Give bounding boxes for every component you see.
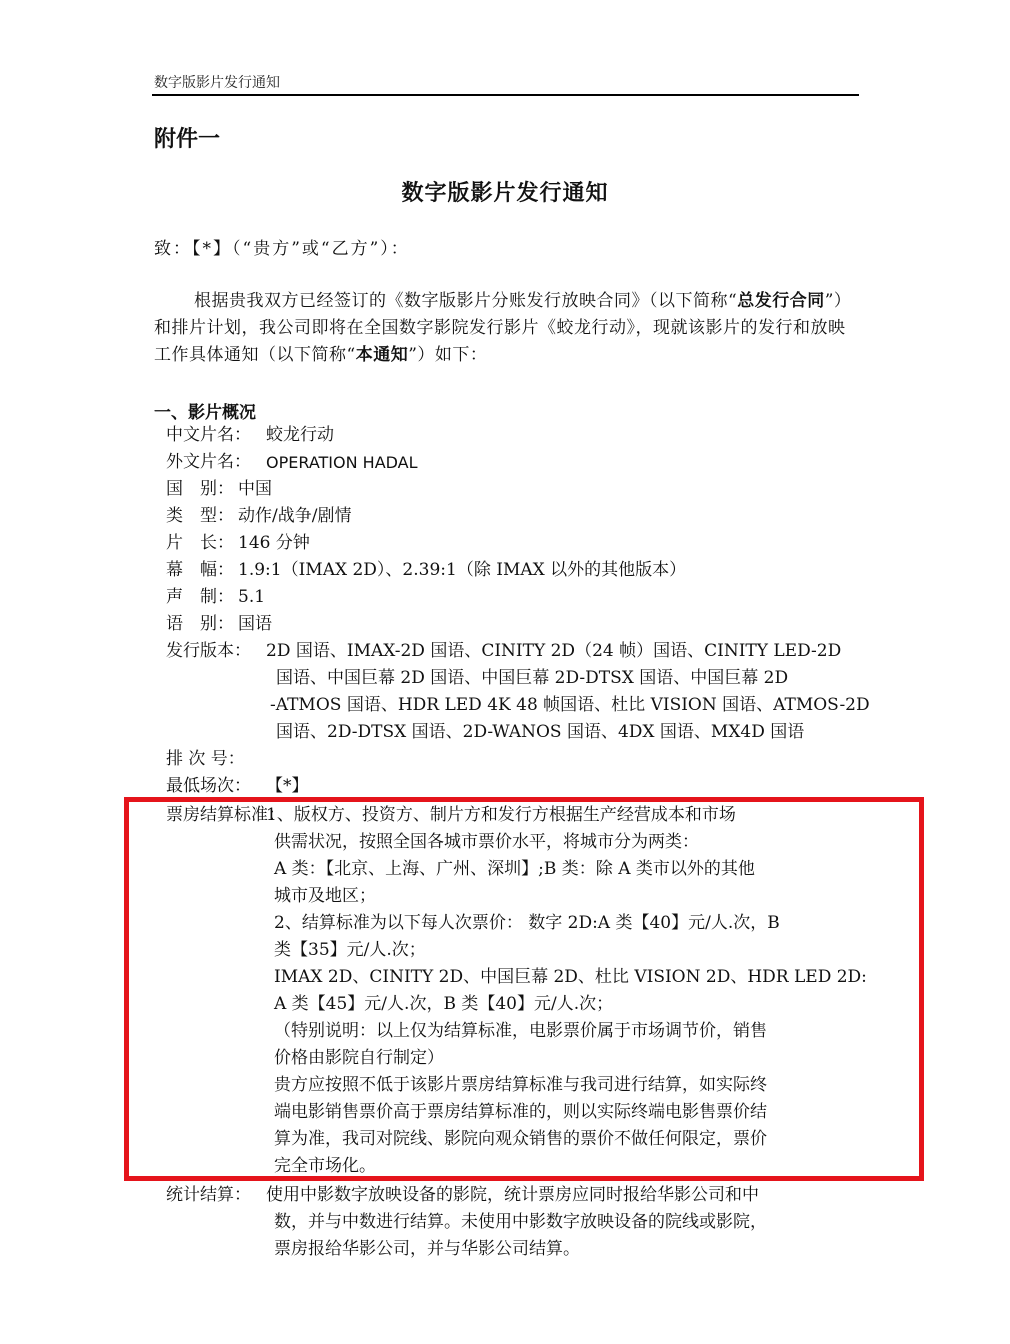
settlement-line: IMAX 2D、CINITY 2D、中国巨幕 2D、杜比 VISION 2D、HDR LED 2D: (274, 967, 867, 987)
settlement-line: A 类【45】元/人.次，B 类【40】元/人.次； (274, 994, 614, 1014)
running-header: 数字版影片发行通知 (154, 75, 280, 91)
field-value: 动作/战争/剧情 (238, 506, 352, 526)
field-label: 发行版本： (166, 641, 251, 661)
field-value: OPERATION HADAL (266, 453, 418, 472)
field-value: 蛟龙行动 (266, 425, 334, 445)
versions-line: 2D 国语、IMAX-2D 国语、CINITY 2D（24 帧）国语、CINITY LED-2D (266, 641, 842, 661)
settlement-line: 完全市场化。 (274, 1156, 376, 1176)
field-value: 5.1 (238, 587, 266, 607)
field-value: 1.9:1（IMAX 2D）、2.39:1（除 IMAX 以外的其他版本） (238, 560, 687, 580)
stat-settlement-line: 票房报给华影公司，并与华影公司结算。 (274, 1239, 580, 1259)
field-versions-value (266, 638, 870, 746)
settlement-line: （特别说明：以上仅为结算标准，电影票价属于市场调节价，销售 (274, 1021, 767, 1041)
settlement-line: 供需状况，按照全国各城市票价水平，将城市分为两类： (274, 832, 699, 852)
intro-text-3: ”）如下： (408, 345, 488, 365)
section-heading-overview: 一、影片概况 (154, 403, 256, 423)
field-label: 票房结算标准： (166, 805, 285, 825)
field-value: 中国 (238, 479, 272, 499)
stat-settlement-line: 使用中影数字放映设备的影院，统计票房应同时报给华影公司和中 (266, 1185, 759, 1205)
field-label: 幕 幅： (166, 560, 234, 580)
settlement-line: 城市及地区； (274, 886, 376, 906)
settlement-line: A 类：【北京、上海、广州、深圳】;B 类：除 A 类市以外的其他 (274, 859, 755, 879)
intro-paragraph (154, 288, 860, 369)
header-rule (152, 94, 859, 96)
field-label: 外文片名： (166, 452, 251, 472)
settlement-line: 1、版权方、投资方、制片方和发行方根据生产经营成本和市场 (266, 805, 736, 825)
field-label: 统计结算： (166, 1185, 251, 1205)
field-label: 语 别： (166, 614, 234, 634)
versions-line: 国语、2D-DTSX 国语、2D-WANOS 国语、4DX 国语、MX4D 国语 (276, 722, 805, 742)
settlement-line: 端电影销售票价高于票房结算标准的，则以实际终端电影售票价结 (274, 1102, 767, 1122)
field-value: 146 分钟 (238, 533, 310, 553)
settlement-line: 2、结算标准为以下每人次票价： 数字 2D:A 类【40】元/人.次，B (274, 913, 780, 933)
field-label: 声 制： (166, 587, 234, 607)
intro-text-2: ”）和排片计划，我公司即将在全国数字影院发行影片《蛟龙行动》，现就该影片的发行和放映工作具体通知（以下简称“ (154, 291, 852, 365)
attachment-label: 附件一 (154, 126, 221, 152)
settlement-line: 类【35】元/人.次； (274, 940, 426, 960)
field-label: 中文片名： (166, 425, 251, 445)
versions-line: -ATMOS 国语、HDR LED 4K 48 帧国语、杜比 VISION 国语、ATMOS-2D (270, 695, 870, 715)
field-label: 国 别： (166, 479, 234, 499)
field-label: 排 次 号： (166, 749, 245, 769)
stat-settlement-line: 数，并与中数进行结算。未使用中影数字放映设备的院线或影院， (274, 1212, 767, 1232)
field-label: 最低场次： (166, 776, 251, 796)
intro-bold-term-1: 总发行合同 (737, 291, 825, 311)
field-value: 【*】 (266, 776, 309, 796)
versions-line: 国语、中国巨幕 2D 国语、中国巨幕 2D-DTSX 国语、中国巨幕 2D (276, 668, 789, 688)
field-label: 类 型： (166, 506, 234, 526)
highlight-box (124, 797, 924, 1181)
settlement-line: 算为准，我司对院线、影院向观众销售的票价不做任何限定，票价 (274, 1129, 767, 1149)
settlement-line: 贵方应按照不低于该影片票房结算标准与我司进行结算，如实际终 (274, 1075, 767, 1095)
intro-text-1: 根据贵我双方已经签订的《数字版影片分账发行放映合同》（以下简称“ (194, 291, 738, 311)
recipient-line: 致：【*】（“贵方”或“乙方”）： (154, 239, 410, 259)
field-value: 国语 (238, 614, 272, 634)
settlement-line: 价格由影院自行制定） (274, 1048, 444, 1068)
document-title: 数字版影片发行通知 (401, 180, 609, 206)
field-stat-settlement-value (266, 1182, 852, 1263)
intro-bold-term-2: 本通知 (355, 345, 409, 365)
field-label: 片 长： (166, 533, 234, 553)
